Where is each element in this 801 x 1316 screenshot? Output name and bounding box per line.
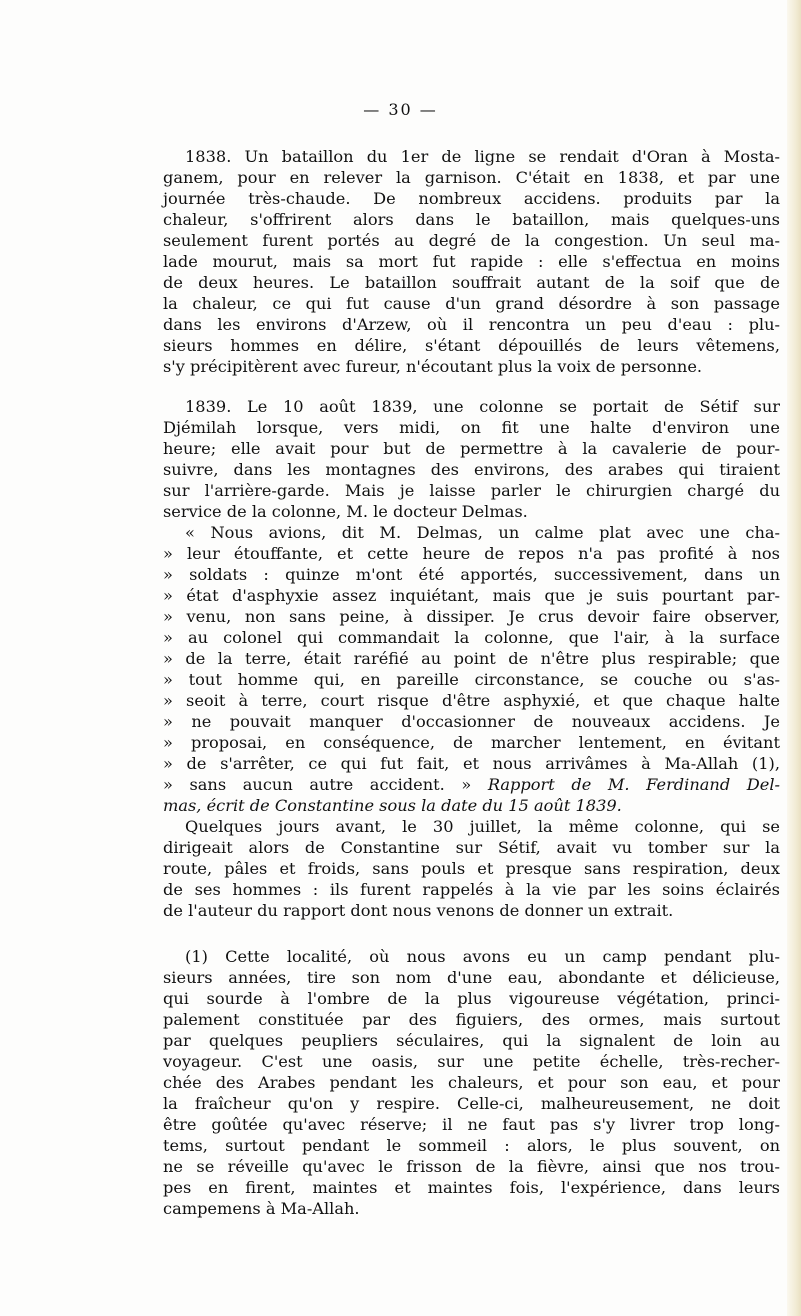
- quote-line: » leur étouffante, et cette heure de repos n'a pas profité à nos: [163, 544, 780, 563]
- text-line: s'y précipitèrent avec fureur, n'écoutant plus la voix de personne.: [163, 357, 703, 376]
- text-line: ganem, pour en relever la garnison. C'était en 1838, et par une: [163, 168, 780, 187]
- text-line: de ses hommes : ils furent rappelés à la vie par les soins éclairés: [163, 880, 780, 899]
- paragraph-30-juillet: [163, 816, 780, 921]
- quote-line: » au colonel qui commandait la colonne, que l'air, à la surface: [163, 628, 780, 647]
- footnote-ma-allah: [163, 946, 780, 1219]
- paragraph-1839: [163, 396, 780, 522]
- quote-line: » tout homme qui, en pareille circonstance, se couche ou s'as-: [163, 670, 780, 689]
- text-line: journée très-chaude. De nombreux accidens. produits par la: [163, 189, 780, 208]
- quote-line: » venu, non sans peine, à dissiper. Je crus devoir faire observer,: [163, 607, 780, 626]
- quote-line: » soldats : quinze m'ont été apportés, successivement, dans un: [163, 565, 780, 584]
- footnote-line: la fraîcheur qu'on y respire. Celle-ci, malheureusement, ne doit: [163, 1094, 780, 1113]
- quote-delmas: [163, 522, 780, 816]
- text-line: de deux heures. Le bataillon souffrait autant de la soif que de: [163, 273, 780, 292]
- text-line: lade mourut, mais sa mort fut rapide : elle s'effectua en moins: [163, 252, 780, 271]
- text-line: sur l'arrière-garde. Mais je laisse parler le chirurgien chargé du: [163, 481, 780, 500]
- page-edge: [787, 0, 801, 1316]
- footnote-line: palement constituée par des figuiers, des ormes, mais surtout: [163, 1010, 780, 1029]
- footnote-line: tems, surtout pendant le sommeil : alors, le plus souvent, on: [163, 1136, 780, 1155]
- text-line: 1839. Le 10 août 1839, une colonne se portait de Sétif sur: [185, 397, 780, 416]
- quote-line: » état d'asphyxie assez inquiétant, mais que je suis pourtant par-: [163, 586, 780, 605]
- quote-line: » ne pouvait manquer d'occasionner de nouveaux accidens. Je: [163, 712, 780, 731]
- quote-line: » de s'arrêter, ce qui fut fait, et nous arrivâmes à Ma-Allah (1),: [163, 754, 780, 773]
- text-line: suivre, dans les montagnes des environs, des arabes qui tiraient: [163, 460, 780, 479]
- attribution-title: Rapport de M. Ferdinand Del-: [487, 775, 780, 794]
- attribution-line: [163, 795, 780, 816]
- paragraph-1838: [163, 146, 780, 377]
- quote-closing: » sans aucun autre accident. »: [163, 775, 488, 794]
- text-line: Quelques jours avant, le 30 juillet, la même colonne, qui se: [185, 817, 780, 836]
- quote-line: « Nous avions, dit M. Delmas, un calme plat avec une cha-: [185, 523, 780, 542]
- attribution-date: mas, écrit de Constantine sous la date du 15 août 1839.: [163, 796, 622, 815]
- quote-line: » de la terre, était raréfié au point de n'être plus respirable; que: [163, 649, 780, 668]
- quote-line-with-attribution: [163, 774, 780, 795]
- text-line: service de la colonne, M. le docteur Delmas.: [163, 502, 528, 521]
- quote-line: » proposai, en conséquence, de marcher lentement, en évitant: [163, 733, 780, 752]
- text-line: Djémilah lorsque, vers midi, on fit une halte d'environ une: [163, 418, 780, 437]
- footnote-line: pes en firent, maintes et maintes fois, l'expérience, dans leurs: [163, 1178, 780, 1197]
- text-line: route, pâles et froids, sans pouls et presque sans respiration, deux: [163, 859, 780, 878]
- footnote-line: voyageur. C'est une oasis, sur une petite échelle, très-recher-: [163, 1052, 780, 1071]
- text-line: dirigeait alors de Constantine sur Sétif, avait vu tomber sur la: [163, 838, 780, 857]
- footnote-line: sieurs années, tire son nom d'une eau, abondante et délicieuse,: [163, 968, 780, 987]
- text-line: 1838. Un bataillon du 1er de ligne se rendait d'Oran à Mosta-: [185, 147, 780, 166]
- quote-line: » seoit à terre, court risque d'être asphyxié, et que chaque halte: [163, 691, 780, 710]
- text-line: de l'auteur du rapport dont nous venons de donner un extrait.: [163, 901, 674, 920]
- footnote-line: chée des Arabes pendant les chaleurs, et pour son eau, et pour: [163, 1073, 780, 1092]
- footnote-line: campemens à Ma-Allah.: [163, 1199, 360, 1218]
- footnote-line: par quelques peupliers séculaires, qui la signalent de loin au: [163, 1031, 780, 1050]
- text-line: dans les environs d'Arzew, où il rencontra un peu d'eau : plu-: [163, 315, 780, 334]
- page-number: — 30 —: [363, 100, 438, 119]
- footnote-line: qui sourde à l'ombre de la plus vigoureuse végétation, princi-: [163, 989, 780, 1008]
- text-line: sieurs hommes en délire, s'étant dépouillés de leurs vêtemens,: [163, 336, 780, 355]
- text-line: seulement furent portés au degré de la congestion. Un seul ma-: [163, 231, 780, 250]
- text-line: heure; elle avait pour but de permettre à la cavalerie de pour-: [163, 439, 780, 458]
- footnote-line: ne se réveille qu'avec le frisson de la fièvre, ainsi que nos trou-: [163, 1157, 780, 1176]
- text-line: chaleur, s'offrirent alors dans le bataillon, mais quelques-uns: [163, 210, 780, 229]
- footnote-line: être goûtée qu'avec réserve; il ne faut pas s'y livrer trop long-: [163, 1115, 780, 1134]
- footnote-line: (1) Cette localité, où nous avons eu un camp pendant plu-: [185, 947, 780, 966]
- text-line: la chaleur, ce qui fut cause d'un grand désordre à son passage: [163, 294, 780, 313]
